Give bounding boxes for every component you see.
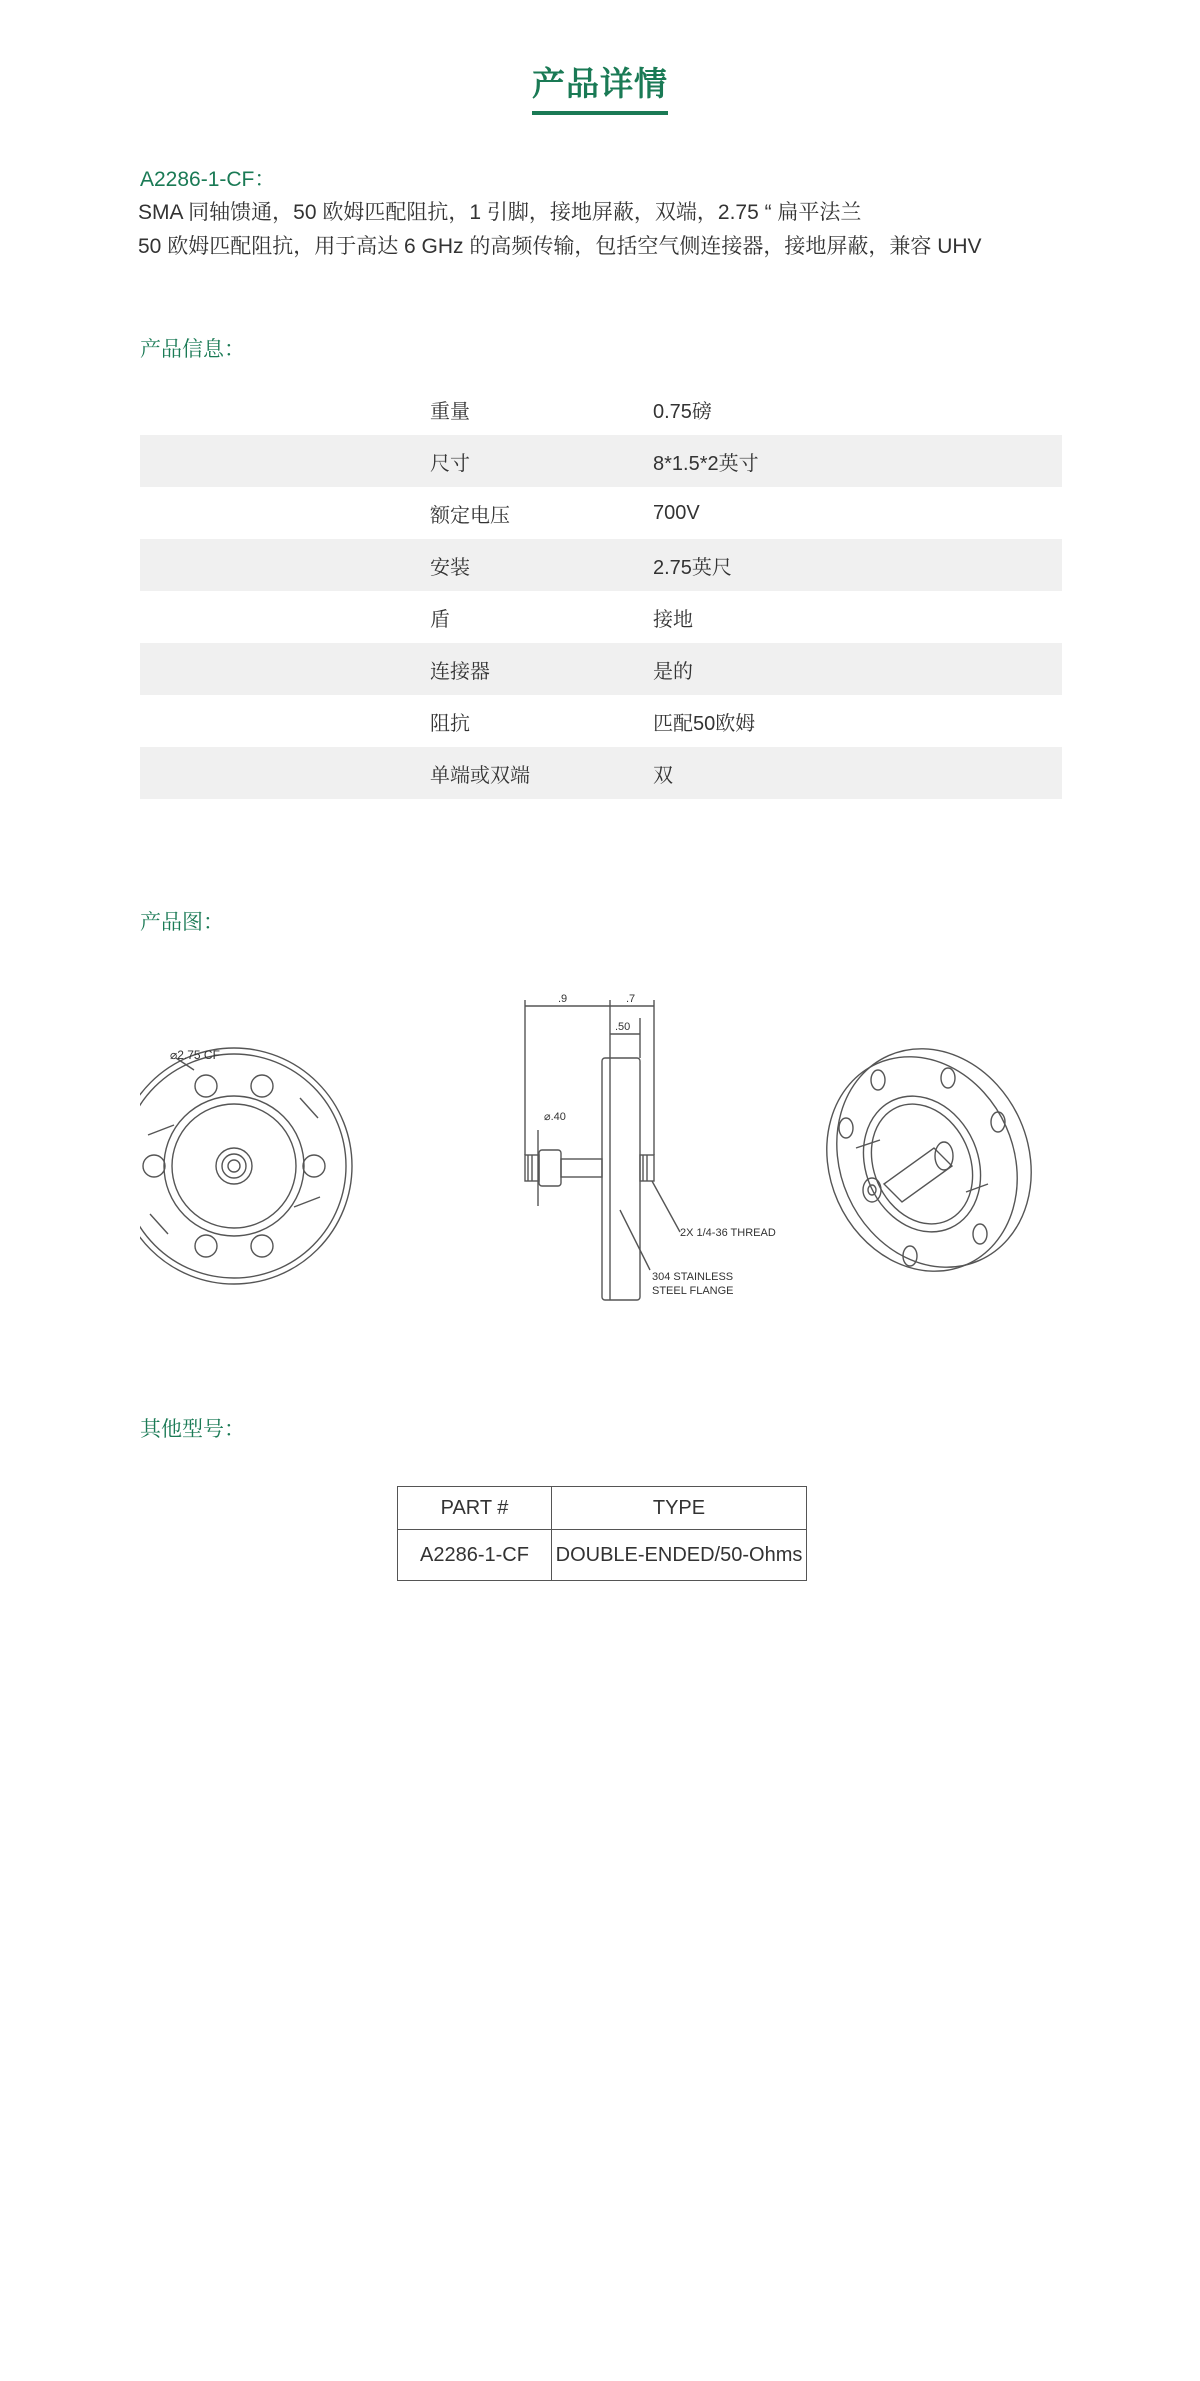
dim-a-label: .9 <box>558 993 568 1005</box>
page-title: 产品详情 <box>532 58 668 115</box>
flange-side-view <box>525 1000 680 1300</box>
spec-value: 双 <box>653 747 1062 799</box>
table-row <box>140 383 1062 435</box>
spec-value: 8*1.5*2英寸 <box>653 435 1062 487</box>
header-part: PART # <box>398 1487 552 1530</box>
description-line-2: 50 欧姆匹配阻抗，用于高达 6 GHz 的高频传输，包括空气侧连接器，接地屏蔽，兼容 UHV <box>138 235 982 258</box>
flange-material-line-2: STEEL FLANGE <box>652 1285 734 1297</box>
models-table <box>397 1486 807 1581</box>
spec-key: 盾 <box>430 608 450 631</box>
spec-key: 额定电压 <box>430 504 510 527</box>
flange-isometric-view <box>793 1017 1062 1301</box>
table-row <box>140 487 1062 539</box>
spec-value: 是的 <box>653 643 1062 695</box>
table-row <box>398 1530 807 1581</box>
model-type: DOUBLE-ENDED/50-Ohms <box>552 1530 807 1581</box>
product-description <box>138 196 982 264</box>
table-row <box>140 695 1062 747</box>
spec-key: 重量 <box>430 400 470 423</box>
models-header-row <box>398 1487 807 1530</box>
spec-value: 接地 <box>653 608 693 631</box>
flange-front-view <box>140 1048 352 1284</box>
spec-table <box>140 383 1062 799</box>
spec-key: 安装 <box>140 539 653 591</box>
spec-value: 匹配50欧姆 <box>653 712 756 735</box>
table-row <box>140 747 1062 799</box>
spec-key: 单端或双端 <box>140 747 653 799</box>
title-wrap <box>0 58 1200 115</box>
other-models-label: 其他型号： <box>140 1418 245 1441</box>
header-type: TYPE <box>552 1487 807 1530</box>
table-row <box>140 435 1062 487</box>
flange-material-line-1: 304 STAINLESS <box>652 1271 734 1283</box>
spec-key: 阻抗 <box>430 712 470 735</box>
model-label: A2286-1-CF： <box>140 168 276 191</box>
table-row <box>140 643 1062 695</box>
product-drawing <box>140 970 1062 1310</box>
spec-value: 700V <box>653 501 700 524</box>
thread-label: 2X 1/4-36 THREAD <box>680 1227 776 1239</box>
flange-size-label: ⌀2.75 CF <box>170 1048 220 1062</box>
dim-d-label: ⌀.40 <box>544 1111 566 1123</box>
spec-value: 2.75英尺 <box>653 539 1062 591</box>
spec-key: 连接器 <box>140 643 653 695</box>
dim-b-label: .7 <box>626 993 636 1005</box>
spec-key: 尺寸 <box>140 435 653 487</box>
description-line-1: SMA 同轴馈通，50 欧姆匹配阻抗，1 引脚，接地屏蔽，双端，2.75 “ 扁平法兰 <box>138 201 862 224</box>
table-row <box>140 591 1062 643</box>
spec-value: 0.75磅 <box>653 400 712 423</box>
table-row <box>140 539 1062 591</box>
product-image-label: 产品图： <box>140 911 224 934</box>
model-part: A2286-1-CF <box>398 1530 552 1581</box>
dim-c-label: .50 <box>615 1021 631 1033</box>
product-info-label: 产品信息： <box>140 338 245 361</box>
